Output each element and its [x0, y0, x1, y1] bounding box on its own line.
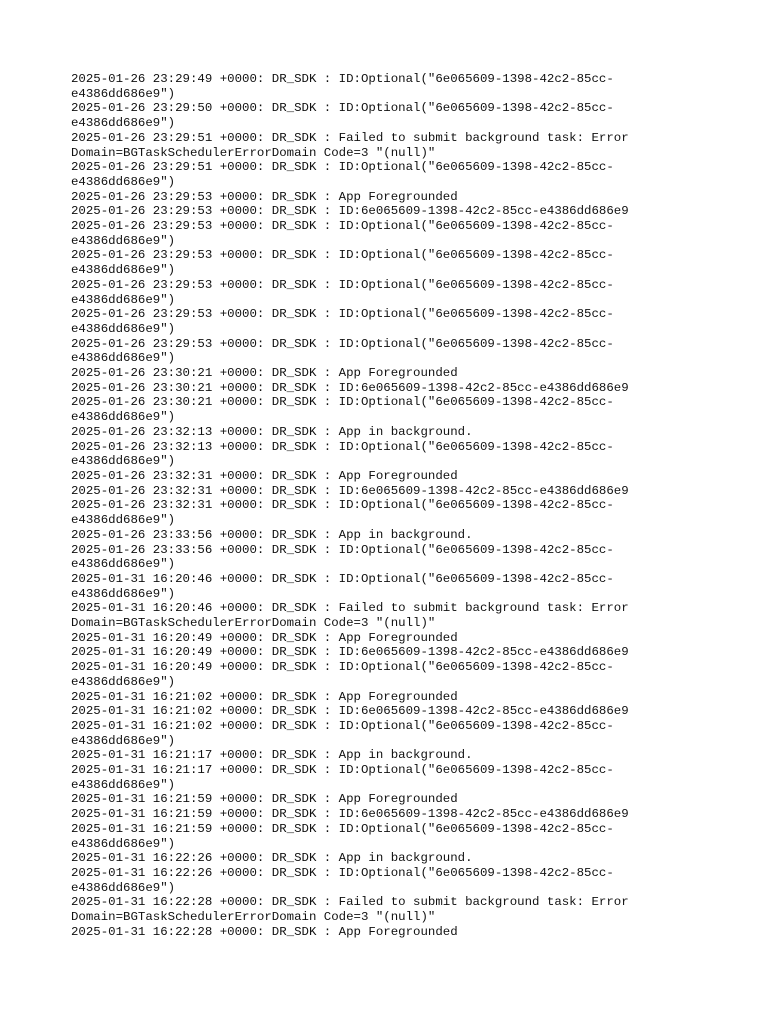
log-line: 2025-01-26 23:32:31 +0000: DR_SDK : ID:6e065609-1398-42c2-85cc-e4386dd686e9 — [71, 483, 629, 498]
log-line: 2025-01-26 23:29:53 +0000: DR_SDK : ID:6e065609-1398-42c2-85cc-e4386dd686e9 — [71, 204, 629, 219]
log-line: e4386dd686e9") — [71, 116, 176, 131]
log-line: 2025-01-31 16:21:59 +0000: DR_SDK : ID:6e065609-1398-42c2-85cc-e4386dd686e9 — [71, 807, 629, 822]
log-line: e4386dd686e9") — [71, 674, 176, 689]
log-line: 2025-01-31 16:22:26 +0000: DR_SDK : ID:Optional("6e065609-1398-42c2-85cc- — [71, 865, 614, 880]
log-line: e4386dd686e9") — [71, 836, 176, 851]
log-line: 2025-01-31 16:21:02 +0000: DR_SDK : App Foregrounded — [71, 689, 458, 704]
log-line: 2025-01-26 23:33:56 +0000: DR_SDK : ID:Optional("6e065609-1398-42c2-85cc- — [71, 542, 614, 557]
log-line: 2025-01-26 23:29:53 +0000: DR_SDK : ID:Optional("6e065609-1398-42c2-85cc- — [71, 219, 614, 234]
log-line: e4386dd686e9") — [71, 410, 176, 425]
log-line: 2025-01-26 23:30:21 +0000: DR_SDK : App Foregrounded — [71, 366, 458, 381]
log-line: e4386dd686e9") — [71, 292, 176, 307]
log-line: 2025-01-26 23:30:21 +0000: DR_SDK : ID:6e065609-1398-42c2-85cc-e4386dd686e9 — [71, 380, 629, 395]
log-line: e4386dd686e9") — [71, 586, 176, 601]
log-line: 2025-01-26 23:32:31 +0000: DR_SDK : ID:Optional("6e065609-1398-42c2-85cc- — [71, 498, 614, 513]
log-line: 2025-01-26 23:29:49 +0000: DR_SDK : ID:Optional("6e065609-1398-42c2-85cc- — [71, 72, 614, 86]
log-line: 2025-01-26 23:29:50 +0000: DR_SDK : ID:Optional("6e065609-1398-42c2-85cc- — [71, 101, 614, 116]
log-line: 2025-01-26 23:30:21 +0000: DR_SDK : ID:Optional("6e065609-1398-42c2-85cc- — [71, 395, 614, 410]
log-line: e4386dd686e9") — [71, 174, 176, 189]
log-line: 2025-01-31 16:22:28 +0000: DR_SDK : Failed to submit background task: Error — [71, 895, 629, 910]
log-line: e4386dd686e9") — [71, 86, 176, 101]
log-line: 2025-01-31 16:20:46 +0000: DR_SDK : ID:Optional("6e065609-1398-42c2-85cc- — [71, 571, 614, 586]
log-line: e4386dd686e9") — [71, 733, 176, 748]
log-line: 2025-01-31 16:21:59 +0000: DR_SDK : App Foregrounded — [71, 792, 458, 807]
log-line: 2025-01-31 16:22:26 +0000: DR_SDK : App in background. — [71, 851, 473, 866]
log-line: e4386dd686e9") — [71, 233, 176, 248]
log-line: 2025-01-31 16:20:49 +0000: DR_SDK : ID:6e065609-1398-42c2-85cc-e4386dd686e9 — [71, 645, 629, 660]
log-line: 2025-01-31 16:21:17 +0000: DR_SDK : ID:Optional("6e065609-1398-42c2-85cc- — [71, 763, 614, 778]
log-line: 2025-01-26 23:32:31 +0000: DR_SDK : App Foregrounded — [71, 468, 458, 483]
log-body — [71, 72, 731, 939]
log-line: Domain=BGTaskSchedulerErrorDomain Code=3 "(null)" — [71, 910, 436, 925]
log-line: 2025-01-31 16:22:28 +0000: DR_SDK : App Foregrounded — [71, 924, 458, 939]
log-document — [71, 72, 731, 939]
log-line: e4386dd686e9") — [71, 557, 176, 572]
log-line: 2025-01-31 16:20:49 +0000: DR_SDK : ID:Optional("6e065609-1398-42c2-85cc- — [71, 660, 614, 675]
log-line: 2025-01-26 23:29:53 +0000: DR_SDK : ID:Optional("6e065609-1398-42c2-85cc- — [71, 307, 614, 322]
log-line: e4386dd686e9") — [71, 777, 176, 792]
log-line: 2025-01-31 16:21:17 +0000: DR_SDK : App in background. — [71, 748, 473, 763]
log-line: e4386dd686e9") — [71, 513, 176, 528]
log-line: 2025-01-26 23:29:53 +0000: DR_SDK : ID:Optional("6e065609-1398-42c2-85cc- — [71, 248, 614, 263]
log-line: Domain=BGTaskSchedulerErrorDomain Code=3 "(null)" — [71, 145, 436, 160]
log-line: 2025-01-26 23:29:53 +0000: DR_SDK : ID:Optional("6e065609-1398-42c2-85cc- — [71, 336, 614, 351]
log-line: 2025-01-31 16:20:49 +0000: DR_SDK : App Foregrounded — [71, 630, 458, 645]
log-line: 2025-01-26 23:33:56 +0000: DR_SDK : App in background. — [71, 527, 473, 542]
log-line: e4386dd686e9") — [71, 454, 176, 469]
log-line: 2025-01-31 16:20:46 +0000: DR_SDK : Failed to submit background task: Error — [71, 601, 629, 616]
log-line: e4386dd686e9") — [71, 263, 176, 278]
log-line: e4386dd686e9") — [71, 351, 176, 366]
log-line: e4386dd686e9") — [71, 321, 176, 336]
log-line: 2025-01-31 16:21:59 +0000: DR_SDK : ID:Optional("6e065609-1398-42c2-85cc- — [71, 821, 614, 836]
log-line: 2025-01-26 23:32:13 +0000: DR_SDK : ID:Optional("6e065609-1398-42c2-85cc- — [71, 439, 614, 454]
log-line: 2025-01-26 23:29:51 +0000: DR_SDK : ID:Optional("6e065609-1398-42c2-85cc- — [71, 160, 614, 175]
log-line: 2025-01-31 16:21:02 +0000: DR_SDK : ID:6e065609-1398-42c2-85cc-e4386dd686e9 — [71, 704, 629, 719]
log-line: e4386dd686e9") — [71, 880, 176, 895]
log-line: 2025-01-26 23:29:53 +0000: DR_SDK : App Foregrounded — [71, 189, 458, 204]
log-line: 2025-01-26 23:29:53 +0000: DR_SDK : ID:Optional("6e065609-1398-42c2-85cc- — [71, 277, 614, 292]
log-line: 2025-01-31 16:21:02 +0000: DR_SDK : ID:Optional("6e065609-1398-42c2-85cc- — [71, 718, 614, 733]
log-line: 2025-01-26 23:32:13 +0000: DR_SDK : App in background. — [71, 424, 473, 439]
log-line: Domain=BGTaskSchedulerErrorDomain Code=3 "(null)" — [71, 616, 436, 631]
log-line: 2025-01-26 23:29:51 +0000: DR_SDK : Failed to submit background task: Error — [71, 130, 629, 145]
